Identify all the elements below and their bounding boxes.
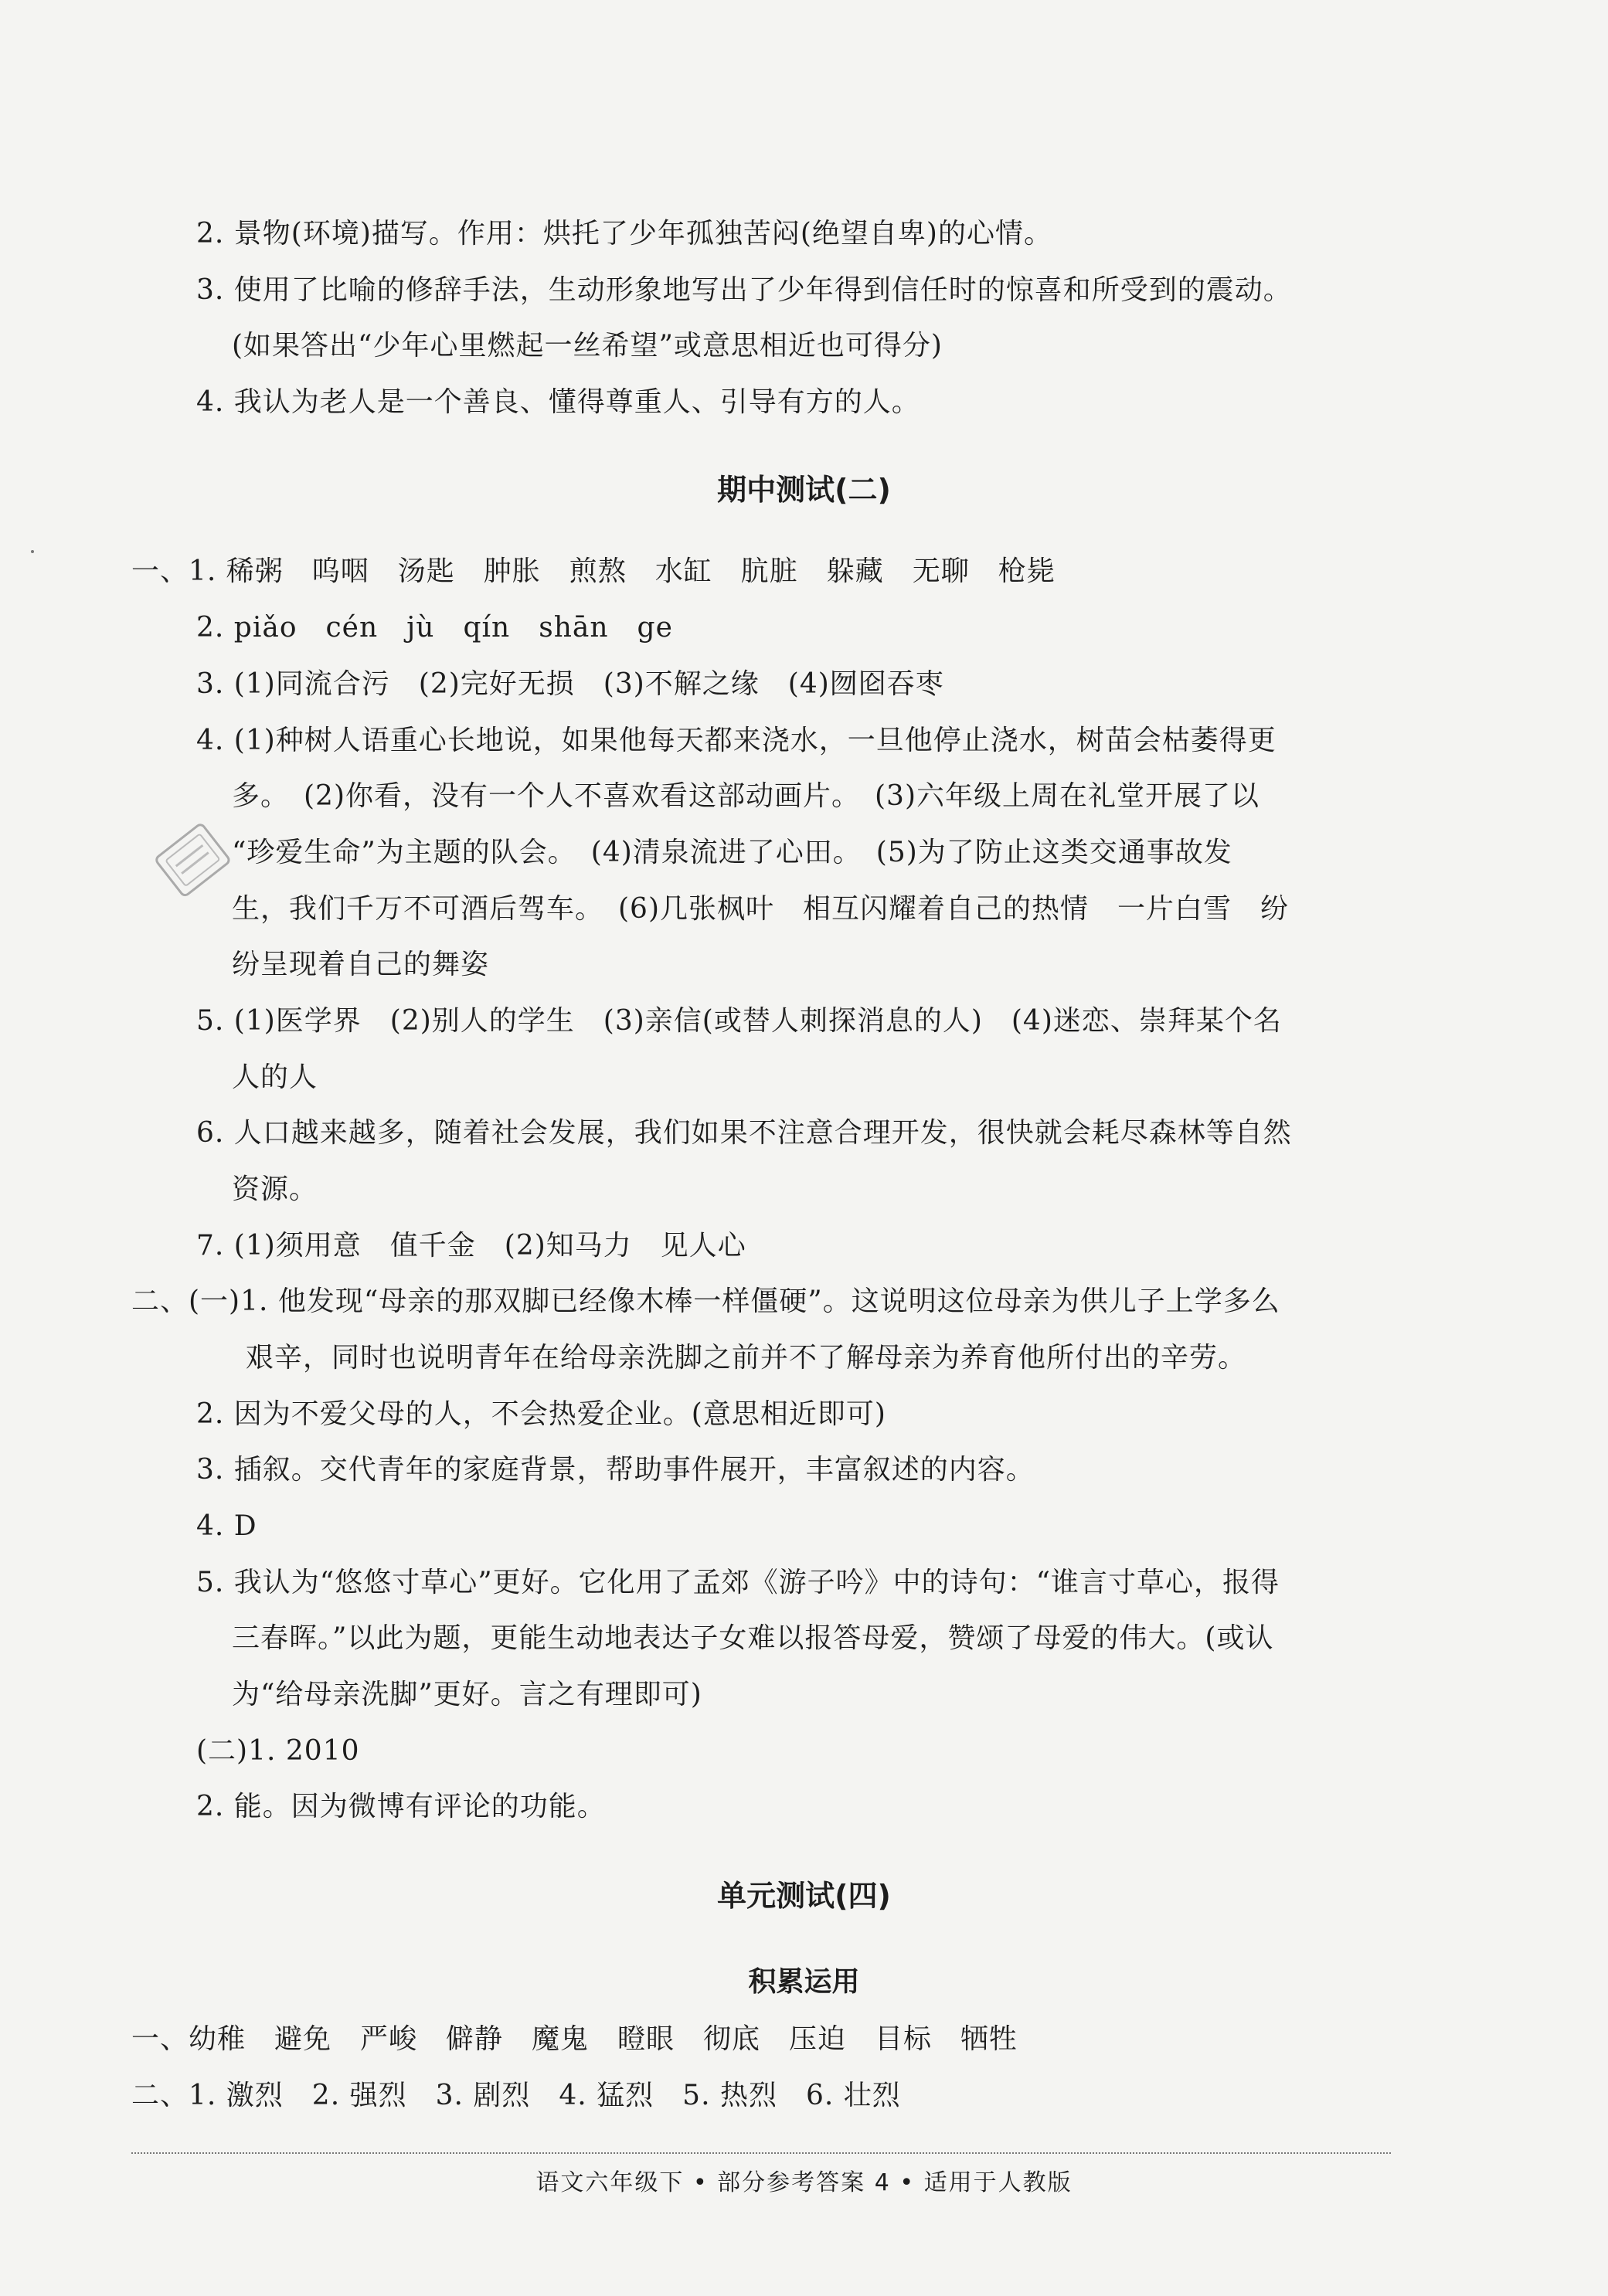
footer-divider xyxy=(131,2152,1391,2154)
answer-line: (如果答出“少年心里燃起一丝希望”或意思相近也可得分) xyxy=(232,330,943,362)
answer-line: 3. 使用了比喻的修辞手法，生动形象地写出了少年得到信任时的惊喜和所受到的震动。 xyxy=(196,274,1292,306)
scan-speck xyxy=(31,550,34,553)
page-footer: 语文六年级下 • 部分参考答案 4 • 适用于人教版 xyxy=(535,2169,1073,2196)
answer-line: 2. 因为不爱父母的人，不会热爱企业。(意思相近即可) xyxy=(196,1398,886,1430)
answer-line: 2. piǎo cén jù qín shān ge xyxy=(196,612,673,644)
answer-line: 资源。 xyxy=(232,1173,318,1205)
answer-line: 6. 人口越来越多，随着社会发展，我们如果不注意合理开发，很快就会耗尽森林等自然 xyxy=(196,1117,1292,1149)
answer-line: (二)1. 2010 xyxy=(196,1735,360,1767)
answer-line: 2. 景物(环境)描写。作用：烘托了少年孤独苦闷(绝望自卑)的心情。 xyxy=(196,218,1052,250)
section-title-midterm: 期中测试(二) xyxy=(717,473,891,507)
answer-line: 生，我们千万不可酒后驾车。 (6)几张枫叶 相互闪耀着自己的热情 一片白雪 纷 xyxy=(232,893,1289,925)
answer-line: 二、(一)1. 他发现“母亲的那双脚已经像木棒一样僵硬”。这说明这位母亲为供儿子上学多么 xyxy=(131,1286,1280,1317)
answer-line: 4. 我认为老人是一个善良、懂得尊重人、引导有方的人。 xyxy=(196,386,920,418)
answer-line: 3. 插叙。交代青年的家庭背景，帮助事件展开，丰富叙述的内容。 xyxy=(196,1454,1035,1486)
answer-line: 人的人 xyxy=(232,1061,318,1093)
answer-line: 2. 能。因为微博有评论的功能。 xyxy=(196,1791,606,1822)
answer-line: 为“给母亲洗脚”更好。言之有理即可) xyxy=(232,1679,702,1710)
section-title-unit-test: 单元测试(四) xyxy=(717,1879,891,1913)
answer-line: 3. (1)同流合污 (2)完好无损 (3)不解之缘 (4)囫囵吞枣 xyxy=(196,668,944,700)
answer-line: 三春晖。”以此为题，更能生动地表达子女难以报答母爱，赞颂了母爱的伟大。(或认 xyxy=(232,1622,1274,1654)
answer-line: 多。 (2)你看，没有一个人不喜欢看这部动画片。 (3)六年级上周在礼堂开展了以 xyxy=(232,780,1260,812)
answer-line: 4. (1)种树人语重心长地说，如果他每天都来浇水，一旦他停止浇水，树苗会枯萎得更 xyxy=(196,725,1277,756)
answer-line: 7. (1)须用意 值千金 (2)知马力 见人心 xyxy=(196,1230,746,1262)
answer-line: 一、幼稚 避免 严峻 僻静 魔鬼 瞪眼 彻底 压迫 目标 牺牲 xyxy=(131,2023,1018,2055)
answer-line: 纷呈现着自己的舞姿 xyxy=(232,949,490,980)
answer-line: 艰辛，同时也说明青年在给母亲洗脚之前并不了解母亲为养育他所付出的辛劳。 xyxy=(246,1342,1247,1374)
answer-line: 5. 我认为“悠悠寸草心”更好。它化用了孟郊《游子吟》中的诗句：“谁言寸草心，报得 xyxy=(196,1567,1280,1598)
answer-line: 一、1. 稀粥 呜咽 汤匙 肿胀 煎熬 水缸 肮脏 躲藏 无聊 枪毙 xyxy=(131,555,1056,587)
answer-line: 5. (1)医学界 (2)别人的学生 (3)亲信(或替人刺探消息的人) (4)迷恋、崇拜某个名 xyxy=(196,1005,1282,1037)
answer-line: “珍爱生命”为主题的队会。 (4)清泉流进了心田。 (5)为了防止这类交通事故发 xyxy=(232,837,1232,868)
subsection-title: 积累运用 xyxy=(748,1966,860,1998)
answer-line: 二、1. 激烈 2. 强烈 3. 剧烈 4. 猛烈 5. 热烈 6. 壮烈 xyxy=(131,2080,901,2111)
answer-line: 4. D xyxy=(196,1510,257,1542)
